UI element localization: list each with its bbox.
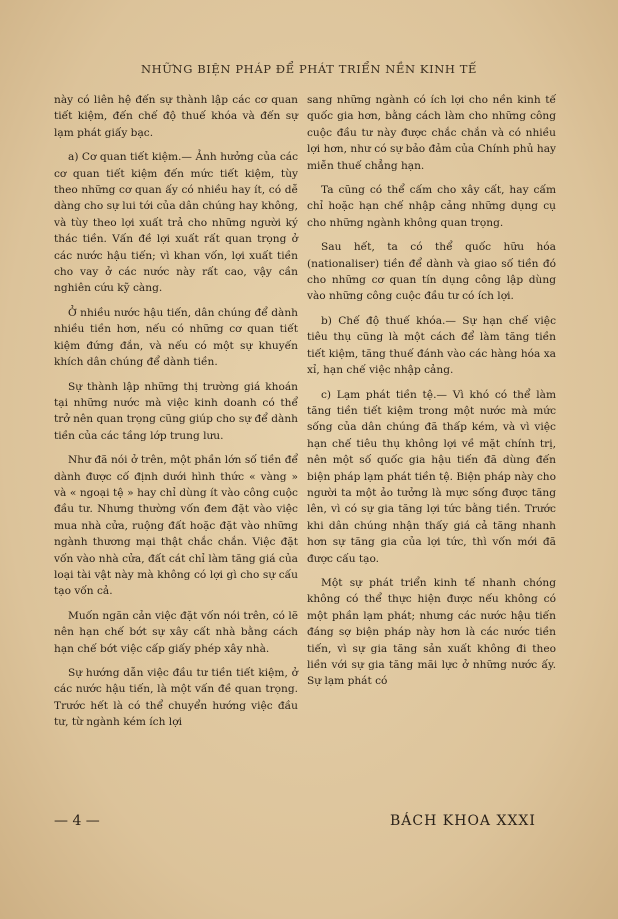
page-number: — 4 — [54,813,100,829]
left-column [54,92,298,731]
paragraph: a) Cơ quan tiết kiệm.— Ảnh hưởng của các cơ quan tiết kiệm đến mức tiết kiệm, tùy theo những cơ quan ấy có nhiều hay ít, có dễ dàng cho sự lui tới của dân chúng hay không, và tùy theo lợi xuất trả cho những người ký thác tiền. Vấn đề lợi xuất rất quan trọng ở các nước hậu tiến; vì khan vốn, lợi xuất tiền cho vay ở các nước này rất cao, vậy cần nghiên cứu kỹ càng. [54,151,298,295]
paragraph: c) Lạm phát tiền tệ.— Vì khó có thể làm tăng tiền tiết kiệm trong một nước mà mức sống của dân chúng đã thấp kém, và vì việc hạn chế tiêu thụ không lợi về mặt chính trị, nên một số quốc gia hậu tiến đã dùng đến biện pháp lạm phát tiền tệ. Biện pháp này cho người ta một ảo tưởng là mực sống được tăng lên, vì có sự gia tăng lợi tức bằng tiền. Trước khi dân chúng nhận thấy giá cả tăng nhanh hơn sự tăng gia của lợi tức, thì vốn mới đã được cấu tạo. [307,388,556,565]
running-header: NHỮNG BIỆN PHÁP ĐỂ PHÁT TRIỂN NỀN KINH TẾ [140,62,478,76]
paragraph: Muốn ngăn cản việc đặt vốn nói trên, có lẽ nên hạn chế bớt sự xây cất nhà bằng cách hạn chế bớt việc cấp giấy phép xây nhà. [54,609,298,655]
paragraph: Sự hướng dẫn việc đầu tư tiền tiết kiệm, ở các nước hậu tiến, là một vấn đề quan trọng. Trước hết là có thể chuyển hướng việc đầu tư, từ ngành kém ích lợi [54,667,298,729]
paragraph: này có liên hệ đến sự thành lập các cơ quan tiết kiệm, đến chế độ thuế khóa và đến sự lạm phát giấy bạc. [54,94,298,139]
right-column [307,92,556,690]
paragraph: b) Chế độ thuế khóa.— Sự hạn chế việc tiêu thụ cũng là một cách để làm tăng tiền tiết kiệm, tăng thuế đánh vào các hàng hóa xa xỉ, hạn chế việc nhập cảng. [307,314,556,377]
paragraph: Sau hết, ta có thể quốc hữu hóa (nationaliser) tiền để dành và giao số tiền đó cho những cơ quan tín dụng công lập dùng vào những công cuộc đầu tư có ích lợi. [307,241,556,303]
magazine-title: BÁCH KHOA XXXI [390,813,536,829]
paragraph: Ta cũng có thể cấm cho xây cất, hay cấm chỉ hoặc hạn chế nhập cảng những dụng cụ cho những ngành không quan trọng. [307,184,556,229]
paragraph: Một sự phát triển kinh tế nhanh chóng không có thể thực hiện được nếu không có một phần lạm phát; nhưng các nước hậu tiến đáng sợ biện pháp này hơn là các nước tiền tiến, vì sự gia tăng sản xuất không đi theo liền với sự gia tăng mãi lực ở những nước ấy. Sự lạm phát có [307,576,556,688]
paragraph: Ở nhiều nước hậu tiến, dân chúng để dành nhiều tiền hơn, nếu có những cơ quan tiết kiệm đứng đắn, và nếu có một sự khuyến khích dân chúng để dành tiền. [54,306,298,369]
paragraph: Như đã nói ở trên, một phần lớn số tiền để dành được cố định dưới hình thức « vàng » và « ngoại tệ » hay chỉ dùng ít vào công cuộc đầu tư. Nhưng thường vốn đem đặt vào việc mua nhà cửa, ruộng đất hoặc đặt vào những ngành thương mại thật chắc chắn. Việc đặt vốn vào nhà cửa, đất cát chỉ làm tăng giá của loại tài vật này mà không có lợi gì cho sự cấu tạo vốn cả. [54,454,298,598]
paragraph: sang những ngành có ích lợi cho nền kinh tế quốc gia hơn, bằng cách làm cho những công cuộc đầu tư này được chắc chắn và có nhiều lợi hơn, như có sự bảo đảm của Chính phủ hay miễn thuế chẳng hạn. [307,94,556,172]
paragraph: Sự thành lập những thị trường giá khoán tại những nước mà việc kinh doanh có thể trở nên quan trọng cũng giúp cho sự để dành tiền của các tầng lớp trung lưu. [54,380,298,442]
